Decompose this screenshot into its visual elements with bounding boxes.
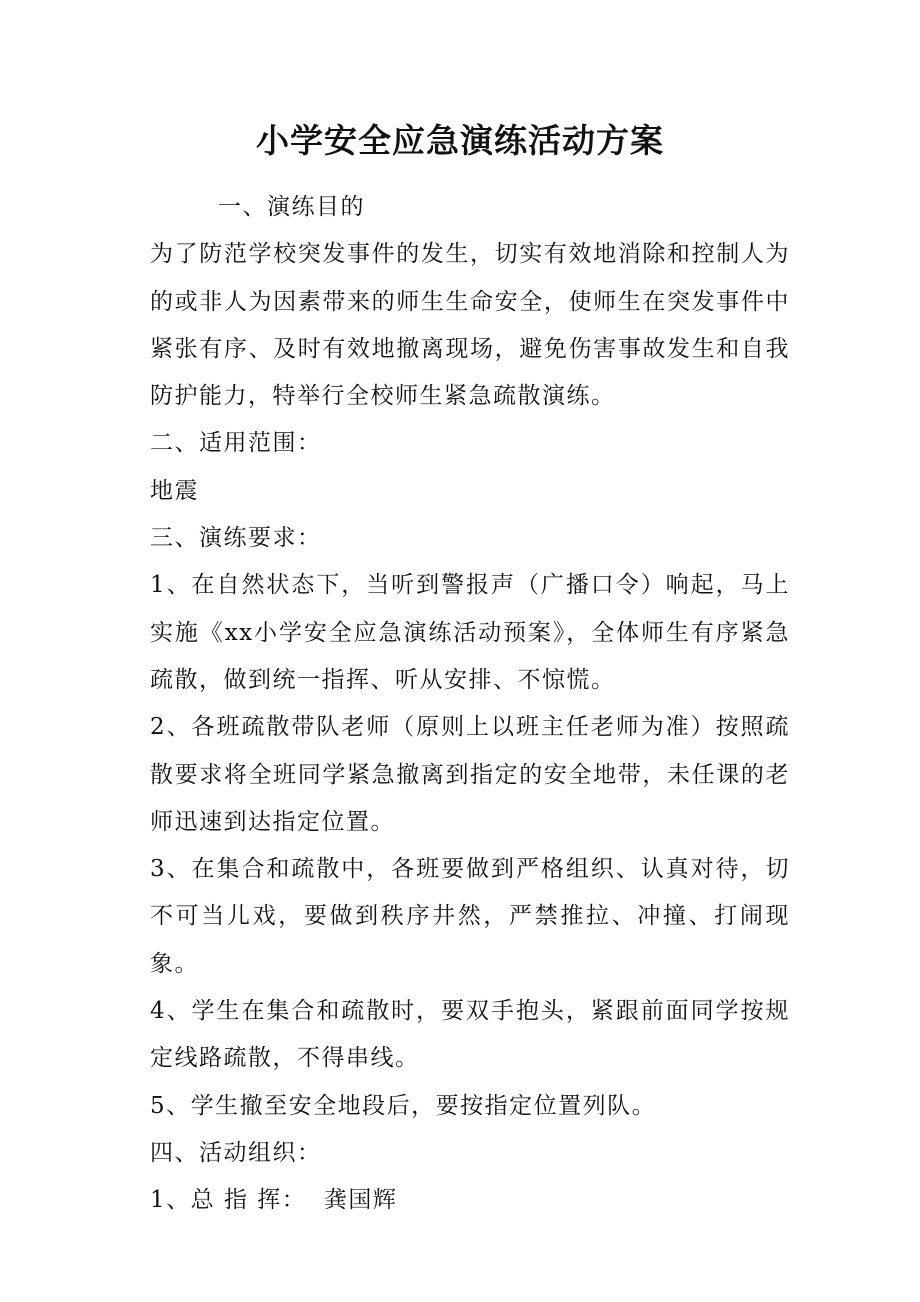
document-body xyxy=(140,184,790,1225)
section-heading-organization: 四、活动组织： xyxy=(150,1139,322,1166)
section-heading-purpose: 一、演练目的 xyxy=(218,194,365,220)
requirement-item-4: 4、学生在集合和疏散时，要双手抱头，紧跟前面同学按规定线路疏散，不得串线。 xyxy=(150,998,790,1072)
document-title: 小学安全应急演练活动方案 xyxy=(256,121,664,160)
requirement-item-1: 1、在自然状态下，当听到警报声（广播口令）响起，马上实施《xx小学安全应急演练活动预案》，全体师生有序紧急疏散，做到统一指挥、听从安排、不惊慌。 xyxy=(150,572,790,693)
requirement-item-3: 3、在集合和疏散中，各班要做到严格组织、认真对待，切不可当儿戏，要做到秩序井然，严禁推拉、冲撞、打闹现象。 xyxy=(150,856,790,977)
requirement-item-5: 5、学生撤至安全地段后，要按指定位置列队。 xyxy=(150,1092,657,1119)
paragraph-scope: 地震 xyxy=(150,477,199,504)
requirement-item-2: 2、各班疏散带队老师（原则上以班主任老师为准）按照疏散要求将全班同学紧急撤离到指定的安全地带，未任课的老师迅速到达指定位置。 xyxy=(150,714,790,835)
section-heading-requirements: 三、演练要求： xyxy=(150,525,322,552)
organization-item-1: 1、总 指 挥： 龚国辉 xyxy=(150,1187,398,1214)
section-heading-scope: 二、适用范围： xyxy=(150,430,322,457)
paragraph-purpose: 为了防范学校突发事件的发生，切实有效地消除和控制人为的或非人为因素带来的师生生命安全，使师生在突发事件中紧张有序、及时有效地撤离现场，避免伤害事故发生和自我防护能力，特举行全校师生紧急疏散演练。 xyxy=(150,241,790,410)
